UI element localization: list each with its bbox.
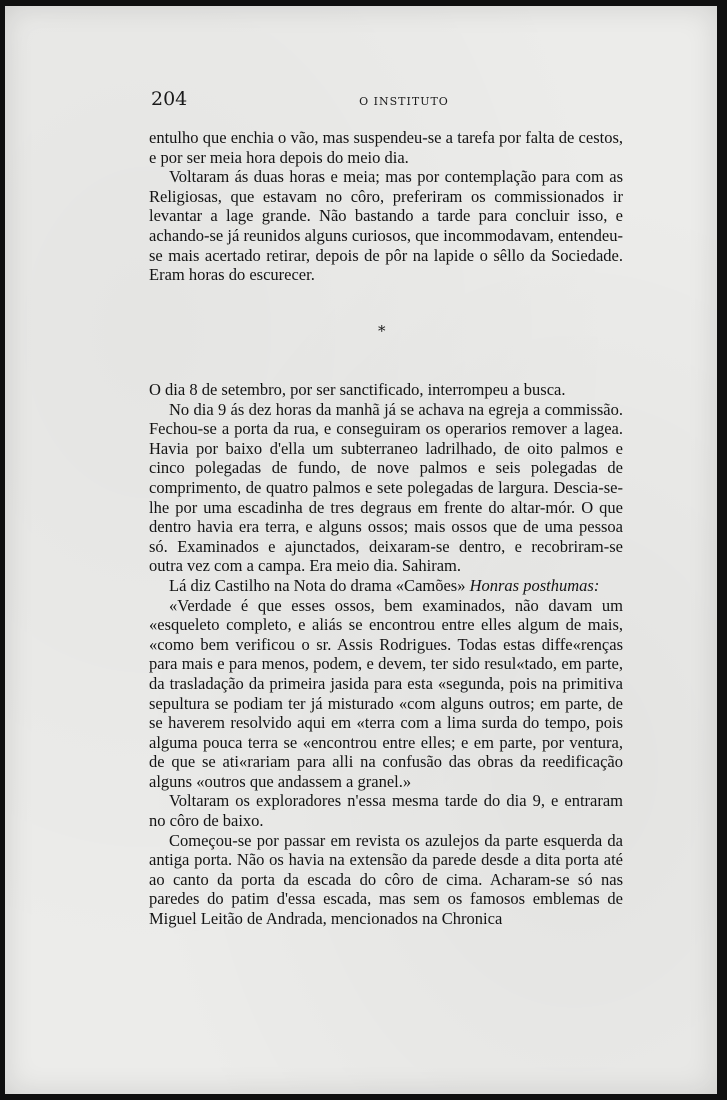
paragraph-citation <box>149 576 623 596</box>
quotation: «Verdade é que esses ossos, bem examinados, não davam um «esqueleto completo, e aliás se encontrou entre elles algum de mais, «como bem verificou o sr. Assis Rodrigues. Todas estas diffe«renças para mais e para menos, podem, e devem, ter sido resul«tado, em parte, da trasladação da primeira jasida para esta «segunda, pois na primitiva sepultura se podiam ter já misturado «com alguns outros; em parte, de se haverem resolvido aqui em «terra com a lima surda do tempo, pois alguma pouca terra se «encontrou entre elles; e em parte, por ventura, de que se ati«rariam para alli na confusão das obras da reedificação alguns «outros que andassem a granel.» <box>149 595 623 791</box>
section-separator: * <box>378 322 386 340</box>
citation-text: Lá diz Castilho na Nota do drama «Camões» <box>169 575 470 595</box>
text-block-main <box>149 380 623 929</box>
page-number: 204 <box>151 88 188 110</box>
page-header <box>151 88 627 112</box>
paragraph: entulho que enchia o vão, mas suspendeu-se a tarefa por falta de cestos, e por ser meia hora depois do meio dia. <box>149 128 623 167</box>
text-block-top <box>149 128 623 285</box>
running-title: O INSTITUTO <box>359 95 449 108</box>
paragraph: No dia 9 ás dez horas da manhã já se achava na egreja a commissão. Fechou-se a porta da rua, e conseguiram os operarios remover a lagea. Havia por baixo d'ella um subterraneo ladrilhado, de oito palmos e cinco polegadas de fundo, de nove palmos e seis polegadas de comprimento, de quatro palmos e sete polegadas de largura. Descia-se-lhe por uma escadinha de tres degraus em frente do altar-mór. O que dentro havia era terra, e alguns ossos; mais ossos que de uma pessoa só. Examinados e ajunctados, deixaram-se dentro, e recobriram-se outra vez com a campa. Era meio dia. Sahiram. <box>149 399 623 576</box>
paragraph: O dia 8 de setembro, por ser sanctificado, interrompeu a busca. <box>149 380 566 399</box>
paragraph: Começou-se por passar em revista os azulejos da parte esquerda da antiga porta. Não os havia na extensão da parede desde a dita porta até ao canto da porta da escada do côro de cima. Acharam-se só nas paredes do patim d'essa escada, mas sem os famosos emblemas de Miguel Leitão de Andrada, mencionados na Chronica <box>149 830 623 929</box>
paragraph: Voltaram ás duas horas e meia; mas por contemplação para com as Religiosas, que estavam no côro, preferiram os commissionados ir levantar a lage grande. Não bastando a tarde para concluir isso, e achando-se já reunidos alguns curiosos, que incommodavam, entendeu-se mais acertado retirar, depois de pôr na lapide o sêllo da Sociedade. Eram horas do escurecer. <box>149 167 623 285</box>
citation-title: Honras posthumas: <box>469 575 600 595</box>
paragraph: Voltaram os exploradores n'essa mesma tarde do dia 9, e entraram no côro de baixo. <box>149 791 623 831</box>
